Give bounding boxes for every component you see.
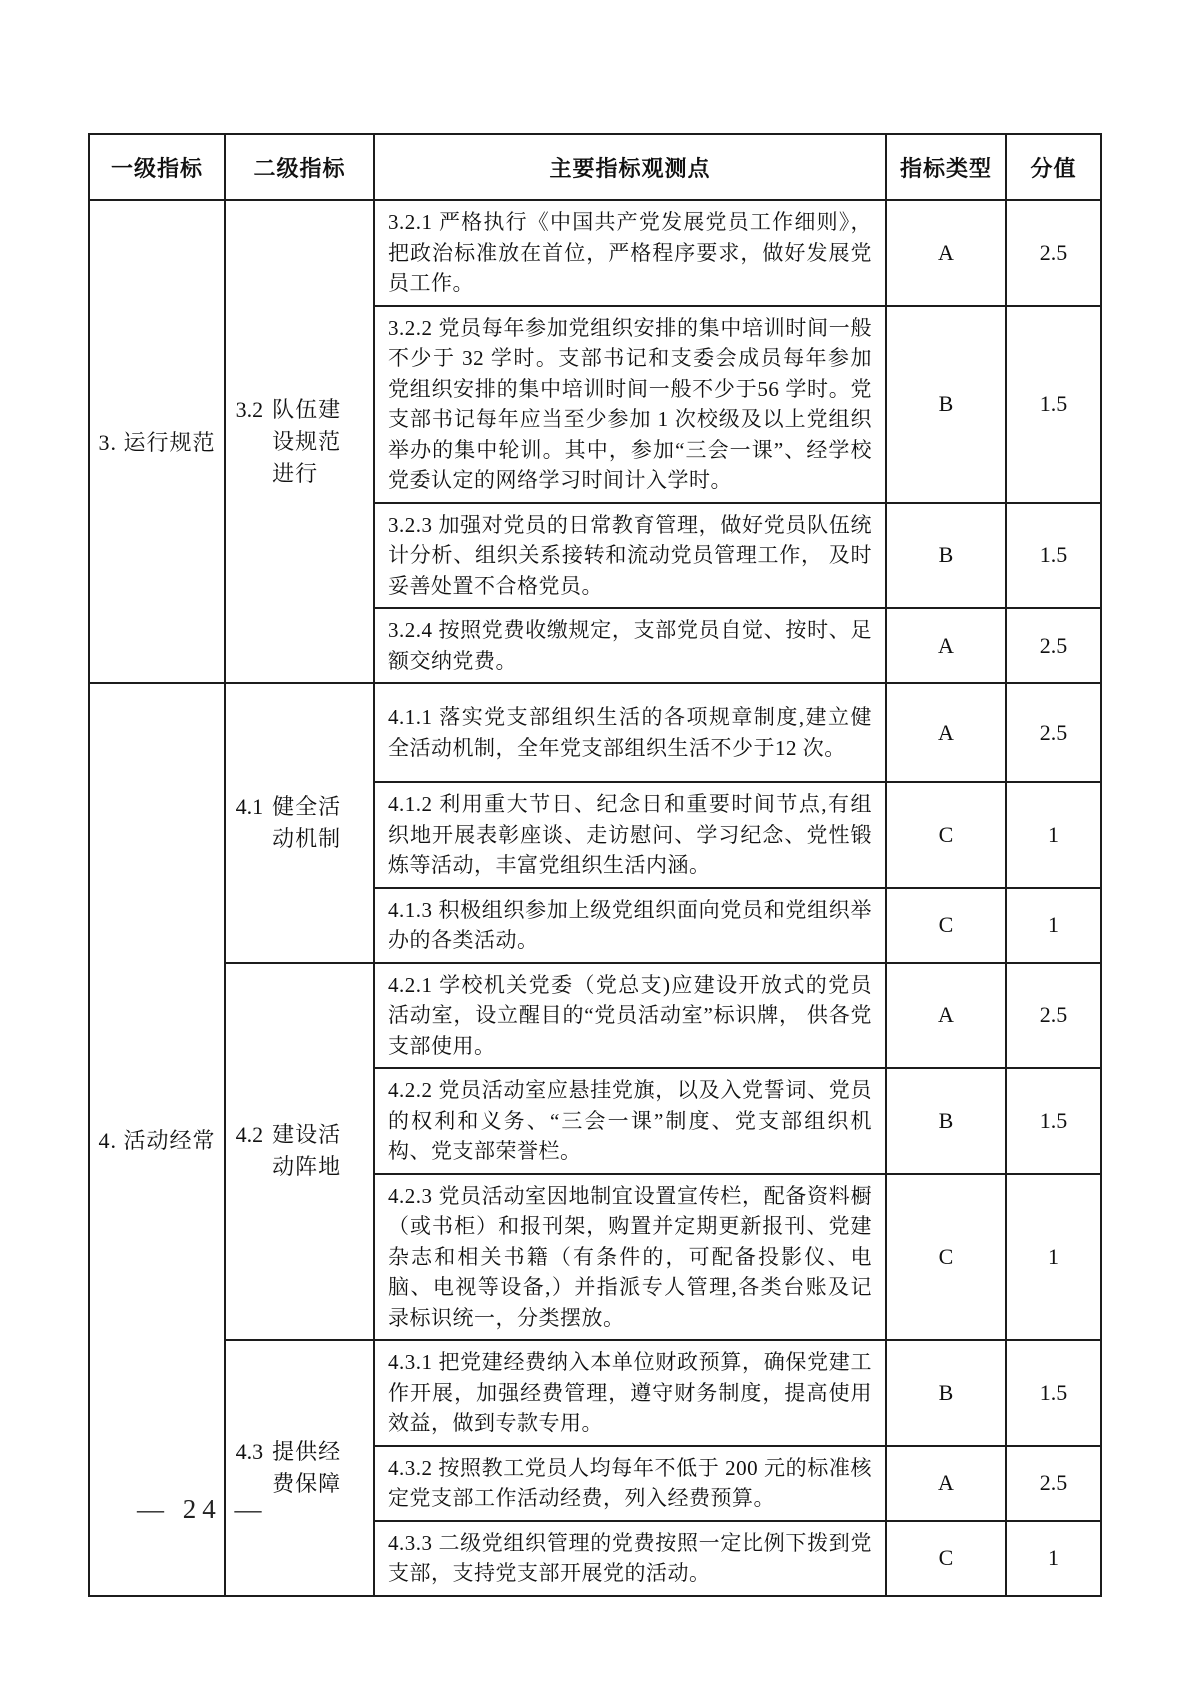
level2-label: 健全活动机制 bbox=[272, 793, 342, 851]
table-row bbox=[89, 1340, 1101, 1446]
level2-label-group bbox=[232, 791, 367, 855]
indicator-table bbox=[88, 133, 1102, 1597]
header-score: 分值 bbox=[1006, 134, 1101, 200]
level2-label-group bbox=[232, 1119, 367, 1183]
score-cell-3-2-2: 1.5 bbox=[1006, 306, 1101, 503]
score-cell-4-1-1: 2.5 bbox=[1006, 683, 1101, 782]
type-cell-4-2-1: A bbox=[886, 963, 1006, 1069]
score-cell-4-3-1: 1.5 bbox=[1006, 1340, 1101, 1446]
level2-label: 建设活动阵地 bbox=[272, 1122, 342, 1180]
observation-cell-3-2-3: 3.2.3 加强对党员的日常教育管理，做好党员队伍统计分析、组织关系接转和流动党员管理工作， 及时妥善处置不合格党员。 bbox=[374, 503, 886, 609]
type-cell-4-1-1: A bbox=[886, 683, 1006, 782]
score-cell-4-2-2: 1.5 bbox=[1006, 1068, 1101, 1174]
level2-number: 3.2 bbox=[235, 396, 264, 422]
observation-cell-3-2-4: 3.2.4 按照党费收缴规定，支部党员自觉、按时、足额交纳党费。 bbox=[374, 608, 886, 683]
score-cell-4-3-3: 1 bbox=[1006, 1521, 1101, 1596]
score-cell-3-2-1: 2.5 bbox=[1006, 200, 1101, 306]
header-indicator-type: 指标类型 bbox=[886, 134, 1006, 200]
type-cell-3-2-4: A bbox=[886, 608, 1006, 683]
header-level1-indicator: 一级指标 bbox=[89, 134, 225, 200]
type-cell-3-2-3: B bbox=[886, 503, 1006, 609]
level1-cell-operation-standard: 3. 运行规范 bbox=[89, 200, 225, 683]
type-cell-4-3-3: C bbox=[886, 1521, 1006, 1596]
level2-cell-4-3 bbox=[225, 1340, 374, 1596]
level2-label-group bbox=[232, 1436, 367, 1500]
score-cell-3-2-3: 1.5 bbox=[1006, 503, 1101, 609]
type-cell-4-3-2: A bbox=[886, 1446, 1006, 1521]
table-row bbox=[89, 683, 1101, 782]
observation-cell-3-2-2: 3.2.2 党员每年参加党组织安排的集中培训时间一般不少于 32 学时。支部书记和支委会成员每年参加党组织安排的集中培训时间一般不少于56 学时。党支部书记每年应当至少参加 1 次校级及以上党组织举办的集中轮训。其中，参加“三会一课”、经学校党委认定的网络学习时间计入学时。 bbox=[374, 306, 886, 503]
header-level2-indicator: 二级指标 bbox=[225, 134, 374, 200]
type-cell-3-2-1: A bbox=[886, 200, 1006, 306]
observation-cell-4-2-2: 4.2.2 党员活动室应悬挂党旗，以及入党誓词、党员的权利和义务、“三会一课”制度、党支部组织机构、党支部荣誉栏。 bbox=[374, 1068, 886, 1174]
type-cell-4-1-3: C bbox=[886, 888, 1006, 963]
table-row bbox=[89, 963, 1101, 1069]
level2-cell-4-2 bbox=[225, 963, 374, 1341]
observation-cell-4-2-3: 4.2.3 党员活动室因地制宜设置宣传栏，配备资料橱（或书柜）和报刊架，购置并定期更新报刊、党建杂志和相关书籍（有条件的，可配备投影仪、电脑、电视等设备,）并指派专人管理,各类台账及记录标识统一，分类摆放。 bbox=[374, 1174, 886, 1341]
type-cell-4-1-2: C bbox=[886, 782, 1006, 888]
observation-cell-4-2-1: 4.2.1 学校机关党委（党总支)应建设开放式的党员活动室，设立醒目的“党员活动室”标识牌， 供各党支部使用。 bbox=[374, 963, 886, 1069]
score-cell-4-1-3: 1 bbox=[1006, 888, 1101, 963]
table-header-row bbox=[89, 134, 1101, 200]
type-cell-3-2-2: B bbox=[886, 306, 1006, 503]
score-cell-4-1-2: 1 bbox=[1006, 782, 1101, 888]
level2-label: 提供经费保障 bbox=[272, 1438, 342, 1496]
observation-cell-4-1-2: 4.1.2 利用重大节日、纪念日和重要时间节点,有组织地开展表彰座谈、走访慰问、学习纪念、党性锻炼等活动，丰富党组织生活内涵。 bbox=[374, 782, 886, 888]
observation-cell-3-2-1: 3.2.1 严格执行《中国共产党发展党员工作细则》， 把政治标准放在首位，严格程序要求，做好发展党员工作。 bbox=[374, 200, 886, 306]
observation-cell-4-3-3: 4.3.3 二级党组织管理的党费按照一定比例下拨到党支部，支持党支部开展党的活动。 bbox=[374, 1521, 886, 1596]
type-cell-4-3-1: B bbox=[886, 1340, 1006, 1446]
observation-cell-4-1-1: 4.1.1 落实党支部组织生活的各项规章制度,建立健全活动机制，全年党支部组织生活不少于12 次。 bbox=[374, 683, 886, 782]
score-cell-4-2-3: 1 bbox=[1006, 1174, 1101, 1341]
type-cell-4-2-3: C bbox=[886, 1174, 1006, 1341]
score-cell-4-3-2: 2.5 bbox=[1006, 1446, 1101, 1521]
table-row bbox=[89, 200, 1101, 306]
header-observation-points: 主要指标观测点 bbox=[374, 134, 886, 200]
observation-cell-4-1-3: 4.1.3 积极组织参加上级党组织面向党员和党组织举办的各类活动。 bbox=[374, 888, 886, 963]
level2-cell-4-1 bbox=[225, 683, 374, 963]
observation-cell-4-3-1: 4.3.1 把党建经费纳入本单位财政预算，确保党建工作开展，加强经费管理，遵守财务制度，提高使用效益，做到专款专用。 bbox=[374, 1340, 886, 1446]
page-number: — 24 — bbox=[137, 1494, 268, 1524]
level2-label: 队伍建设规范进行 bbox=[272, 396, 342, 486]
observation-cell-4-3-2: 4.3.2 按照教工党员人均每年不低于 200 元的标准核定党支部工作活动经费，列入经费预算。 bbox=[374, 1446, 886, 1521]
score-cell-4-2-1: 2.5 bbox=[1006, 963, 1101, 1069]
level2-number: 4.3 bbox=[235, 1438, 264, 1464]
level1-cell-regular-activity: 4. 活动经常 bbox=[89, 683, 225, 1596]
type-cell-4-2-2: B bbox=[886, 1068, 1006, 1174]
level2-number: 4.2 bbox=[235, 1122, 264, 1148]
level2-label-group bbox=[232, 394, 367, 490]
level2-number: 4.1 bbox=[235, 793, 264, 819]
level2-cell-3-2 bbox=[225, 200, 374, 683]
score-cell-3-2-4: 2.5 bbox=[1006, 608, 1101, 683]
